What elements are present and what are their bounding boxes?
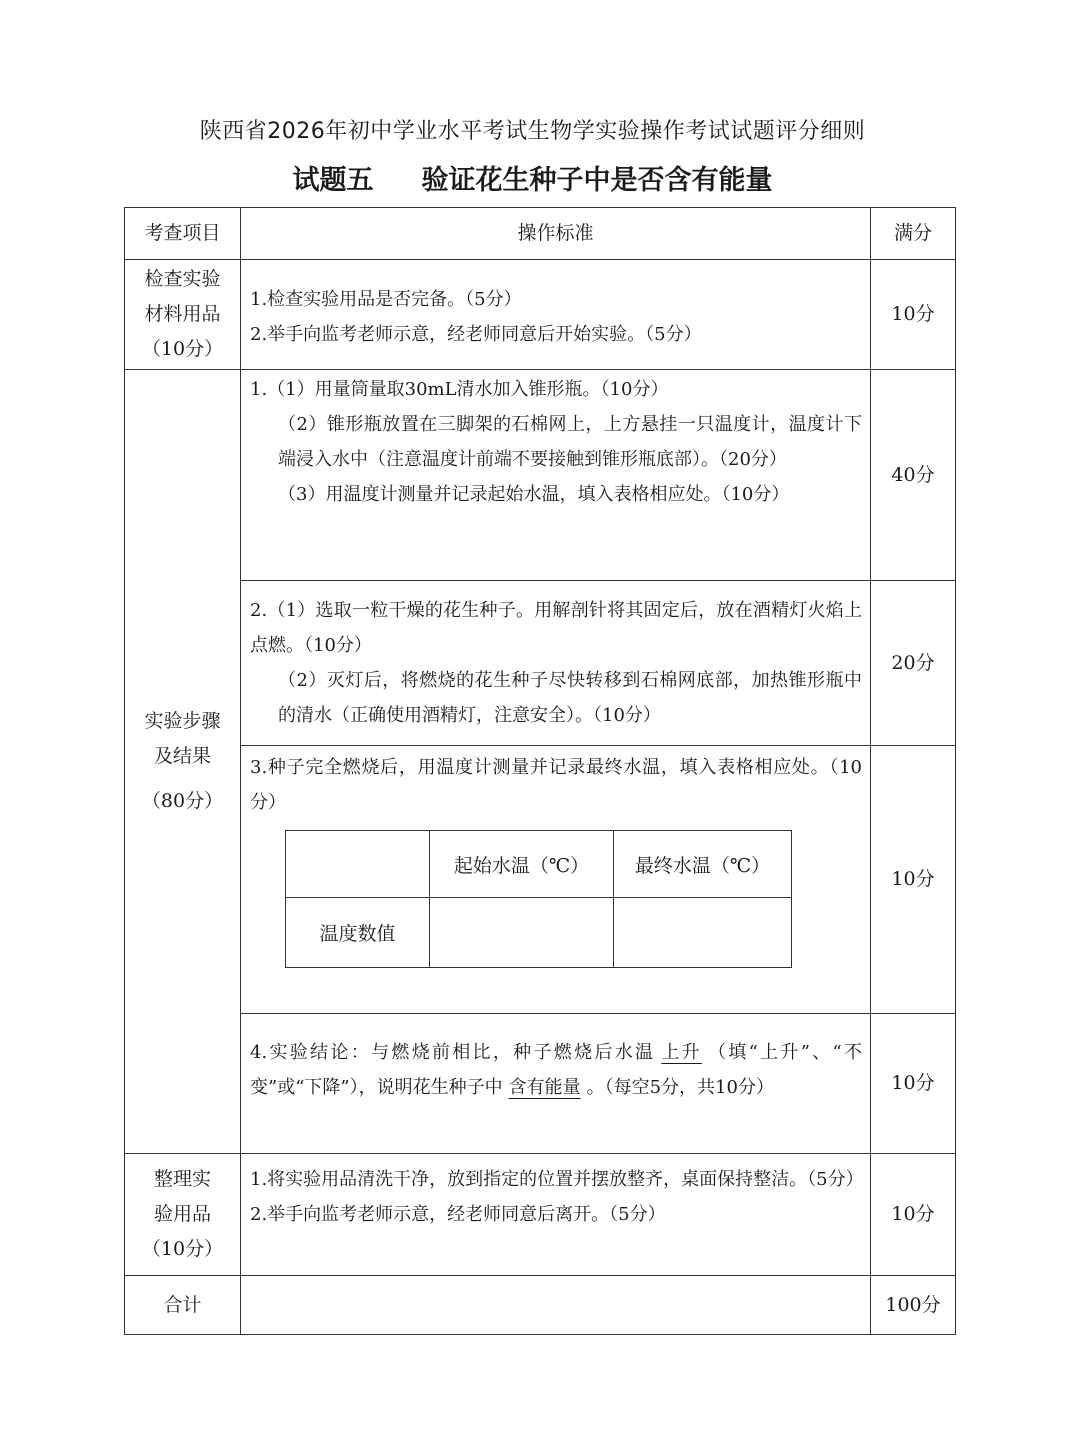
check-standard: 1.检查实验用品是否完备。（5分） 2.举手向监考老师示意，经老师同意后开始实验。（5分） bbox=[250, 289, 702, 345]
row-divider bbox=[240, 745, 956, 746]
header-standard: 操作标准 bbox=[517, 222, 594, 244]
row-divider bbox=[124, 369, 956, 370]
tidy-score: 10分 bbox=[891, 1203, 935, 1225]
inner-header-final-temp: 最终水温（℃） bbox=[614, 831, 792, 898]
step2-score: 20分 bbox=[891, 651, 935, 674]
question-name: 验证花生种子中是否含有能量 bbox=[421, 165, 773, 196]
step3-standard: 3.种子完全燃烧后，用温度计测量并记录最终水温，填入表格相应处。（10分） bbox=[250, 757, 862, 813]
table-border-right bbox=[955, 207, 956, 1335]
header-item: 考查项目 bbox=[144, 222, 221, 244]
row-divider bbox=[240, 1013, 956, 1014]
inner-start-temp-value bbox=[430, 898, 614, 968]
doc-title: 陕西省2026年初中学业水平考试生物学实验操作考试试题评分细则 bbox=[199, 119, 866, 144]
scoring-table bbox=[124, 207, 956, 1335]
step2-standard: 2.（1）选取一粒干燥的花生种子。用解剖针将其固定后，放在酒精灯火焰上点燃。（10分） （2）灭灯后，将燃烧的花生种子尽快转移到石棉网底部，加热锥形瓶中的清水（正确使用酒精灯，注意安全）。（10分） bbox=[250, 600, 862, 726]
question-title bbox=[0, 158, 1065, 197]
check-item: 检查实验 材料用品 （10分） bbox=[141, 268, 224, 360]
row-divider bbox=[124, 1153, 956, 1154]
check-score: 10分 bbox=[891, 303, 935, 325]
steps-item: 实验步骤 及结果 （80分） bbox=[141, 710, 224, 812]
tidy-item: 整理实 验用品 （10分） bbox=[141, 1168, 224, 1260]
inner-final-temp-value bbox=[614, 898, 792, 968]
temperature-record-table bbox=[285, 830, 792, 968]
total-label: 合计 bbox=[163, 1293, 202, 1316]
row-divider bbox=[240, 580, 956, 581]
row-divider bbox=[124, 1275, 956, 1276]
row-divider bbox=[124, 259, 956, 260]
step4-standard: 4.实验结论：与燃烧前相比，种子燃烧后水温 上升 （填“上升”、“不变”或“下降”），说明花生种子中 含有能量 。（每空5分，共10分） bbox=[250, 1042, 863, 1098]
header-score: 满分 bbox=[893, 222, 932, 244]
inner-corner-cell bbox=[286, 831, 430, 898]
tidy-standard: 1.将实验用品清洗干净，放到指定的位置并摆放整齐，桌面保持整洁。（5分） 2.举手向监考老师示意，经老师同意后离开。（5分） bbox=[250, 1169, 864, 1225]
step3-score: 10分 bbox=[891, 868, 935, 890]
inner-row-label: 温度数值 bbox=[286, 898, 430, 968]
question-number: 试题五 bbox=[292, 165, 374, 196]
step1-score: 40分 bbox=[891, 463, 935, 486]
answer-blank-1: 上升 bbox=[661, 1042, 702, 1063]
inner-header-start-temp: 起始水温（℃） bbox=[430, 831, 614, 898]
col-divider bbox=[240, 207, 241, 1335]
table-border-bottom bbox=[124, 1334, 956, 1335]
answer-blank-2: 含有能量 bbox=[508, 1077, 581, 1098]
step1-standard: 1.（1）用量筒量取30mL清水加入锥形瓶。（10分） （2）锥形瓶放置在三脚架的石棉网上，上方悬挂一只温度计，温度计下端浸入水中（注意温度计前端不要接触到锥形瓶底部）。（20分） （3）用温度计测量并记录起始水温，填入表格相应处。（10分） bbox=[250, 379, 862, 505]
step4-score: 10分 bbox=[891, 1072, 935, 1094]
total-score: 100分 bbox=[885, 1293, 941, 1316]
